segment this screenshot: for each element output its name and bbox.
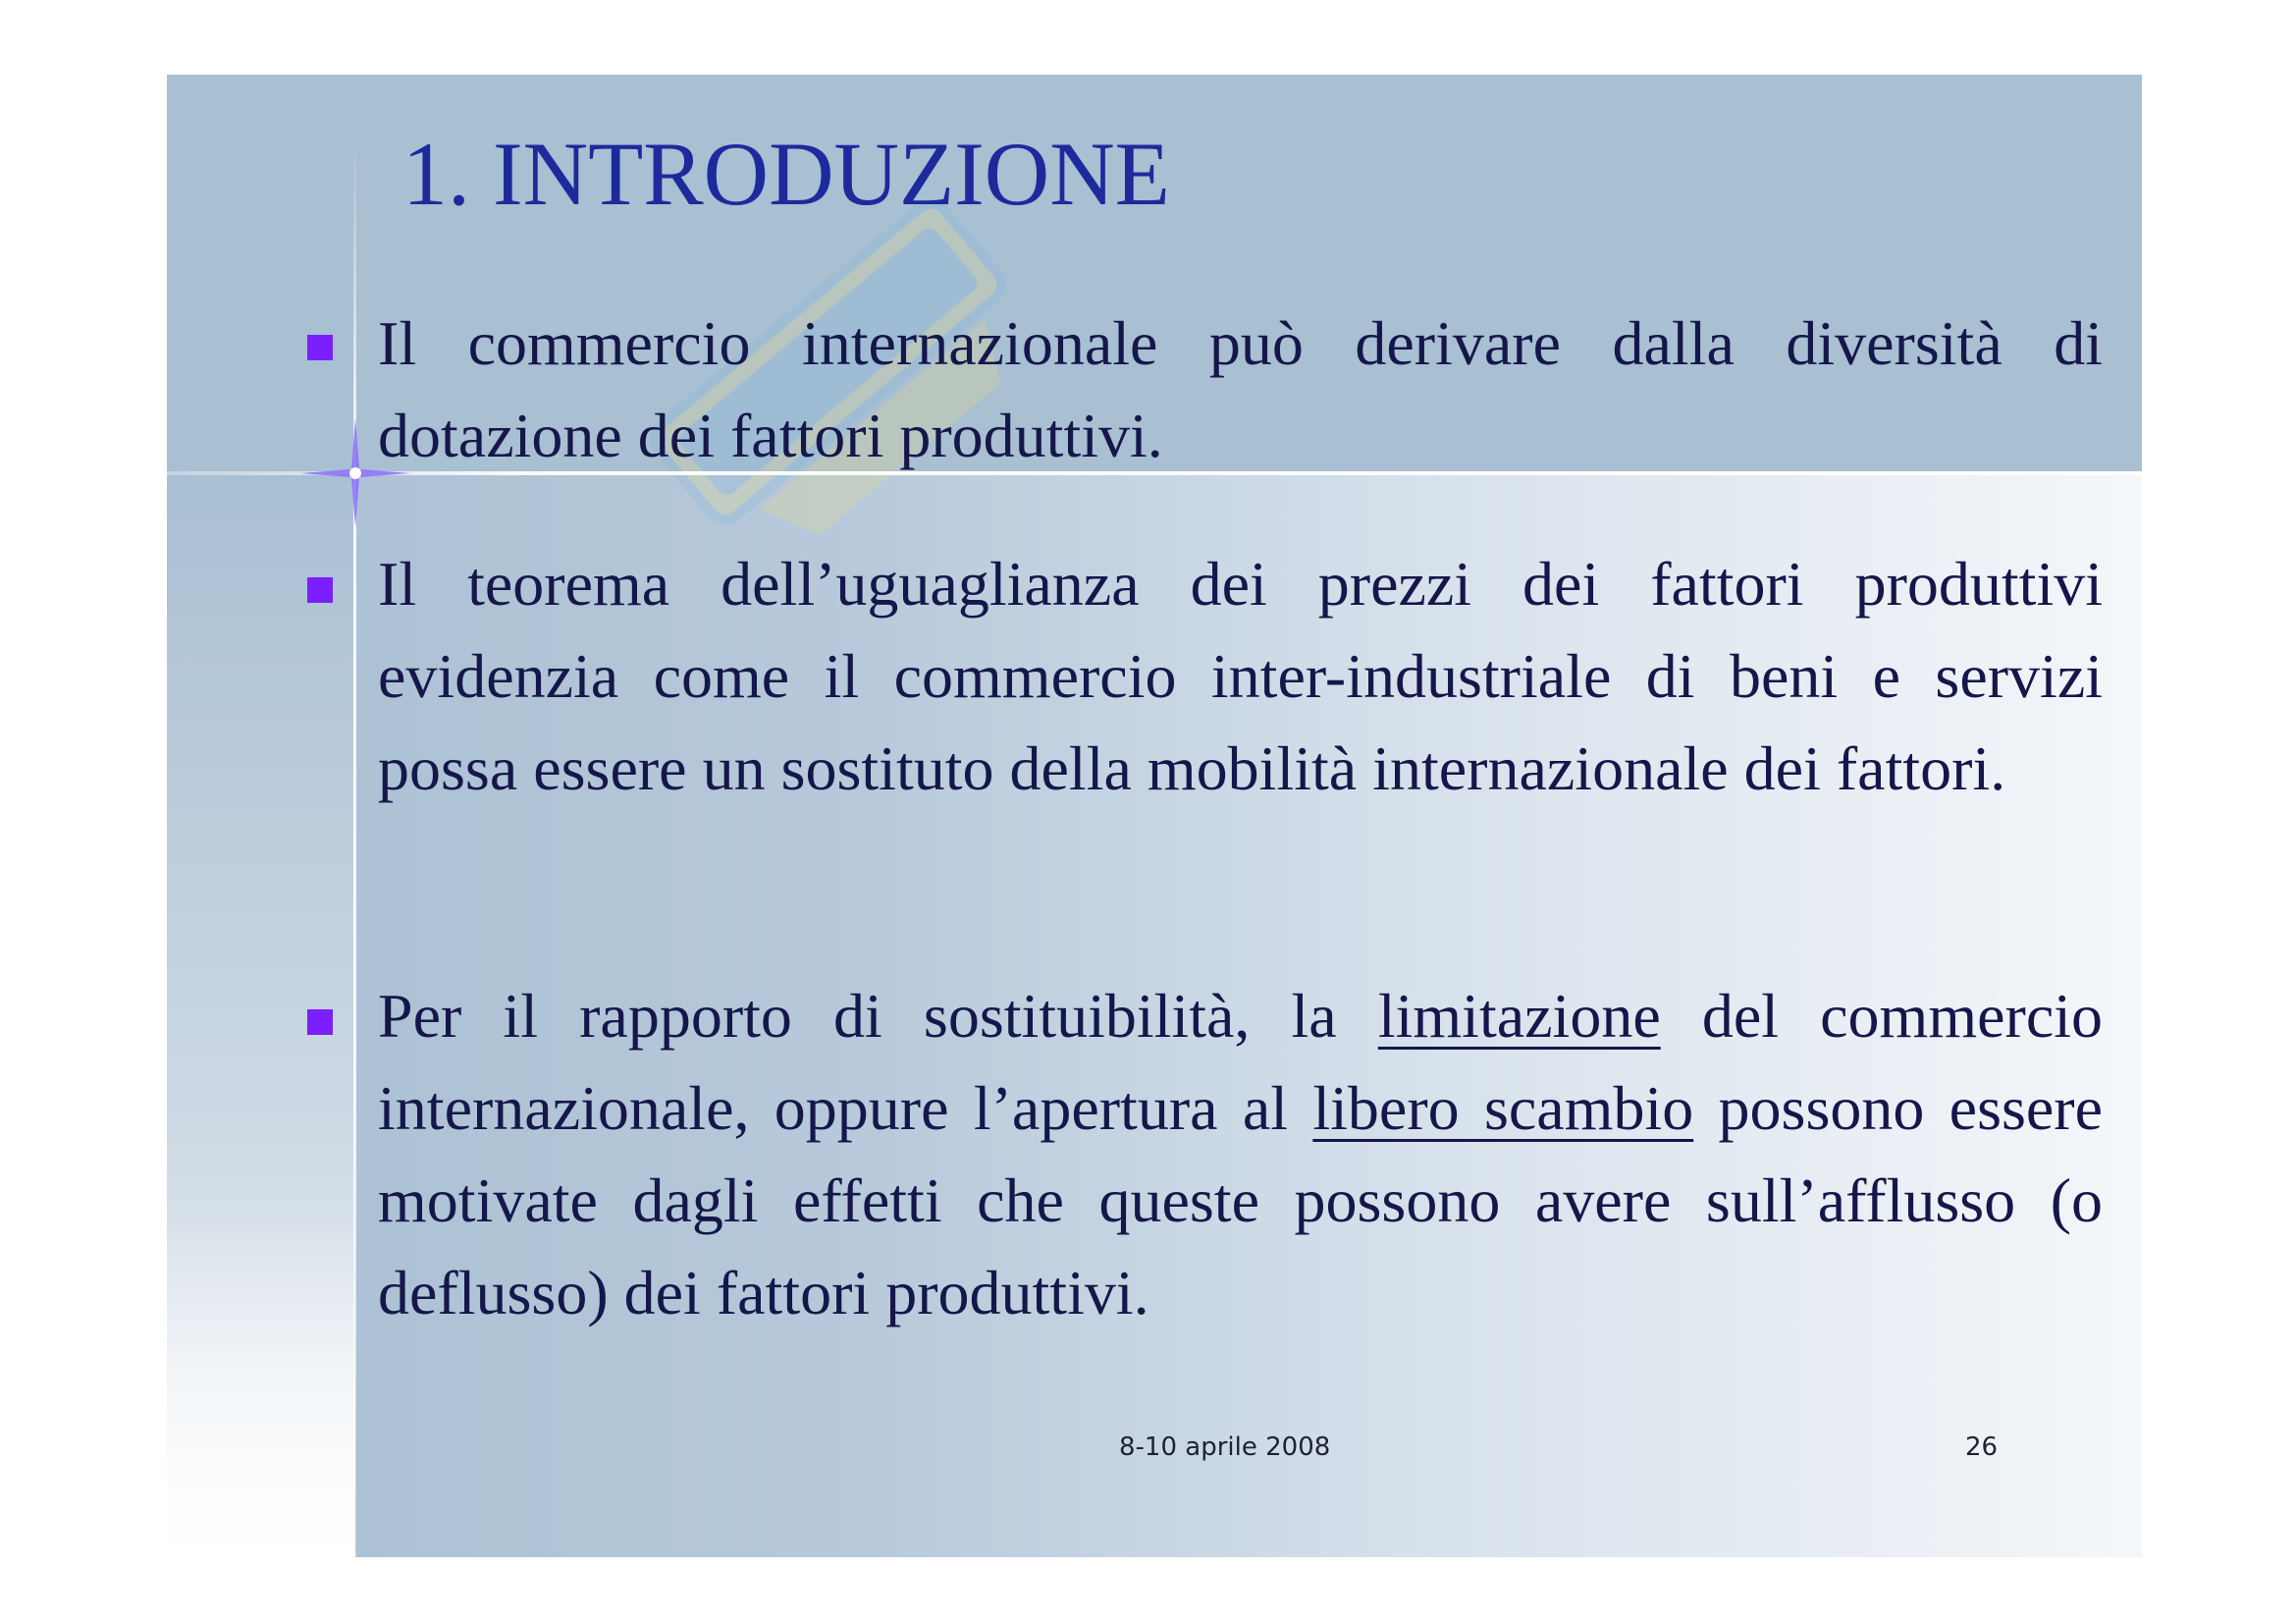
bullet-marker — [307, 577, 333, 603]
slide-left-fade — [167, 1214, 355, 1557]
bullet-marker — [307, 1009, 333, 1035]
vertical-divider — [353, 134, 356, 1557]
bullet-text-segment: Il teorema dell’uguaglianza dei prezzi dei fattori produttivi evidenzia come il commercio inter-industriale di beni e servizi possa essere un sostituto della mobilità internazionale dei fattori. — [378, 549, 2103, 803]
bullet-text-segment: Per il rapporto di sostituibilità, la — [378, 981, 1378, 1051]
underlined-term: limitazione — [1377, 981, 1661, 1051]
bullet-item-1 — [378, 298, 2103, 482]
bullet-item-2 — [378, 538, 2103, 815]
bullet-text-segment: possono essere motivate dagli effetti che queste possono avere sull’afflusso (o deflusso) dei fattori produttivi. — [378, 1073, 2103, 1327]
bullet-item-3 — [378, 970, 2103, 1339]
bullet-marker — [307, 335, 333, 360]
footer-page-number: 26 — [1965, 1433, 1999, 1462]
slide-title: 1. INTRODUZIONE — [402, 124, 1170, 224]
footer-date: 8-10 aprile 2008 — [1119, 1433, 1331, 1462]
underlined-term: libero scambio — [1312, 1073, 1694, 1143]
bullet-text-segment: Il commercio internazionale può derivare dalla diversità di dotazione dei fattori produttivi. — [378, 308, 2103, 470]
slide — [167, 75, 2142, 1557]
bullet-text-segment: del commercio internazionale, oppure l’apertura al — [378, 981, 2104, 1143]
